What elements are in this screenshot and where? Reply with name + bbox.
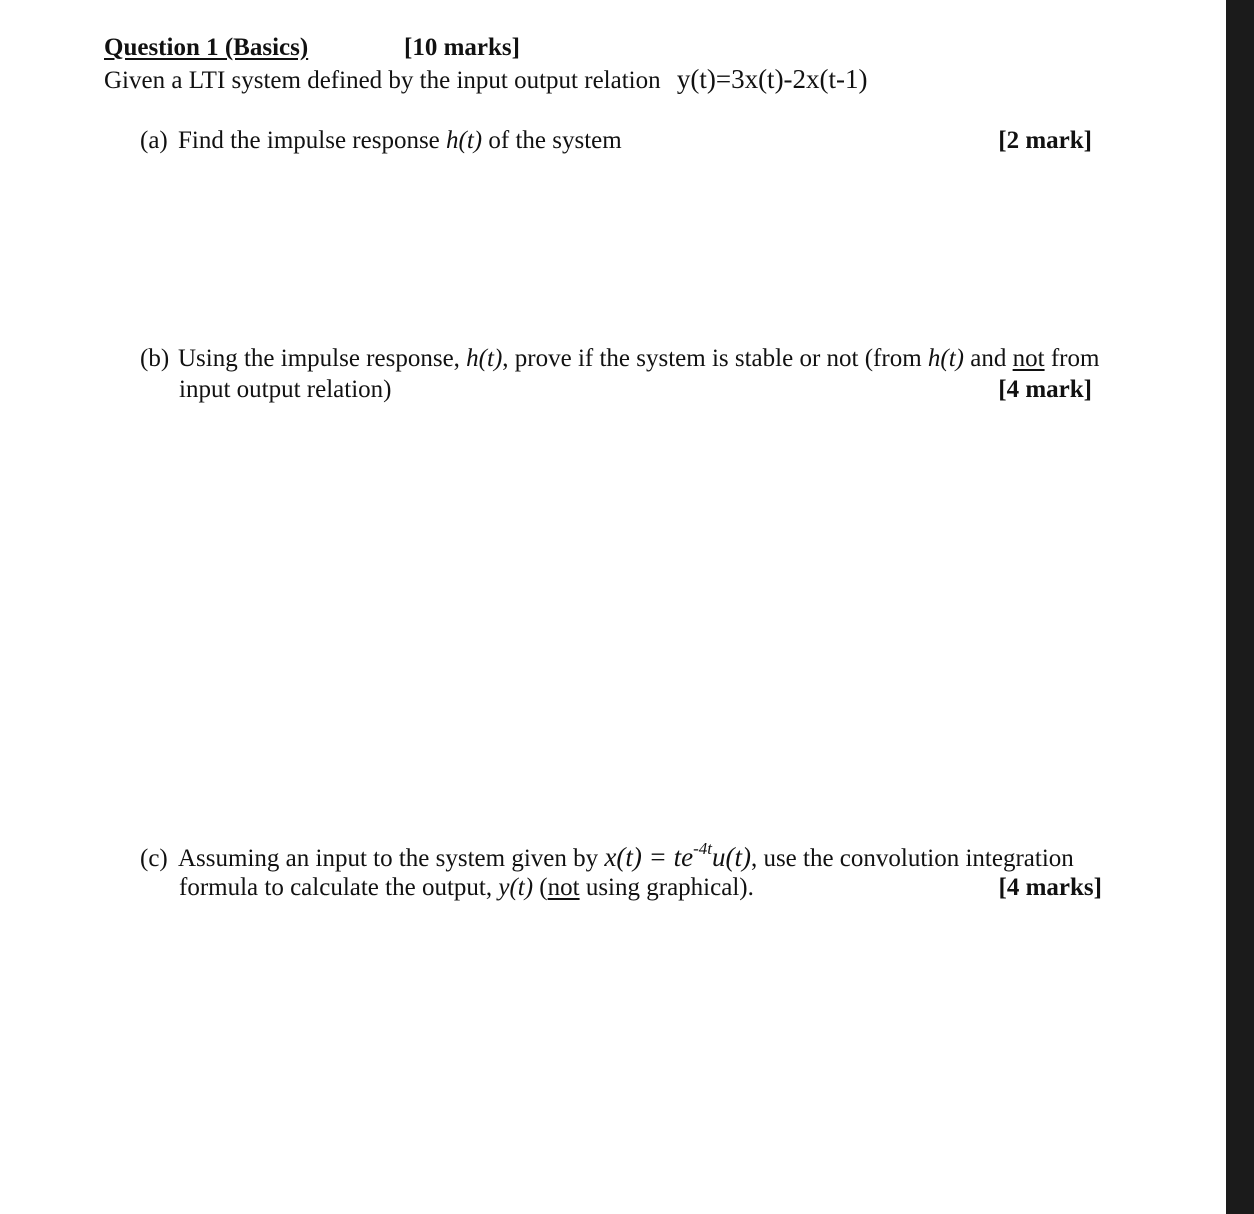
part-b-label: (b) <box>140 345 170 372</box>
part-b-line1 <box>140 344 1099 374</box>
part-c-text-1: Assuming an input to the system given by <box>178 845 605 872</box>
part-c-line2 <box>179 873 754 903</box>
part-c-line2-before: formula to calculate the output, <box>179 874 499 901</box>
part-c-emphasis: not <box>547 874 580 901</box>
part-c-math-out: y(t) <box>498 874 534 901</box>
question-header <box>104 33 520 63</box>
part-c-paren-open: ( <box>533 874 548 901</box>
part-a-text-after: of the system <box>482 127 622 154</box>
part-b-text-2: , prove if the system is stable or not (from <box>502 345 928 372</box>
question-total-marks: [10 marks] <box>404 34 520 61</box>
part-a-label: (a) <box>140 127 168 154</box>
part-a-marks: [2 mark] <box>998 127 1092 154</box>
part-c-line2-after: using graphical). <box>579 874 754 901</box>
part-b-marks: [4 mark] <box>998 376 1092 403</box>
part-a <box>140 126 622 156</box>
part-b-emphasis: not <box>1012 345 1045 372</box>
question-title: Question 1 (Basics) <box>104 34 309 61</box>
part-a-math: h(t) <box>446 127 483 154</box>
right-edge-bar <box>1226 0 1254 1214</box>
part-b-line2: input output relation) <box>179 376 392 403</box>
part-b-math-2: h(t) <box>927 345 965 372</box>
part-c-math-exp: -4t <box>693 839 712 858</box>
part-b-math-1: h(t) <box>466 345 503 372</box>
part-c-text-2: , use the convolution integration <box>750 845 1074 872</box>
part-a-text-before: Find the impulse response <box>178 127 447 154</box>
part-b-text-1: Using the impulse response, <box>178 345 467 372</box>
part-c-math-rhs: u(t) <box>711 842 751 872</box>
part-c-math-lhs: x(t) = te <box>604 842 694 872</box>
io-relation: y(t)=3x(t)-2x(t-1) <box>676 64 868 94</box>
part-b-text-4: from <box>1044 345 1100 372</box>
part-b-text-3: and <box>964 345 1013 372</box>
question-intro <box>104 64 868 96</box>
intro-text: Given a LTI system defined by the input output relation <box>104 67 661 94</box>
part-c-marks: [4 marks] <box>998 874 1102 901</box>
part-c-label: (c) <box>140 845 168 872</box>
part-c-line1 <box>140 839 1074 874</box>
